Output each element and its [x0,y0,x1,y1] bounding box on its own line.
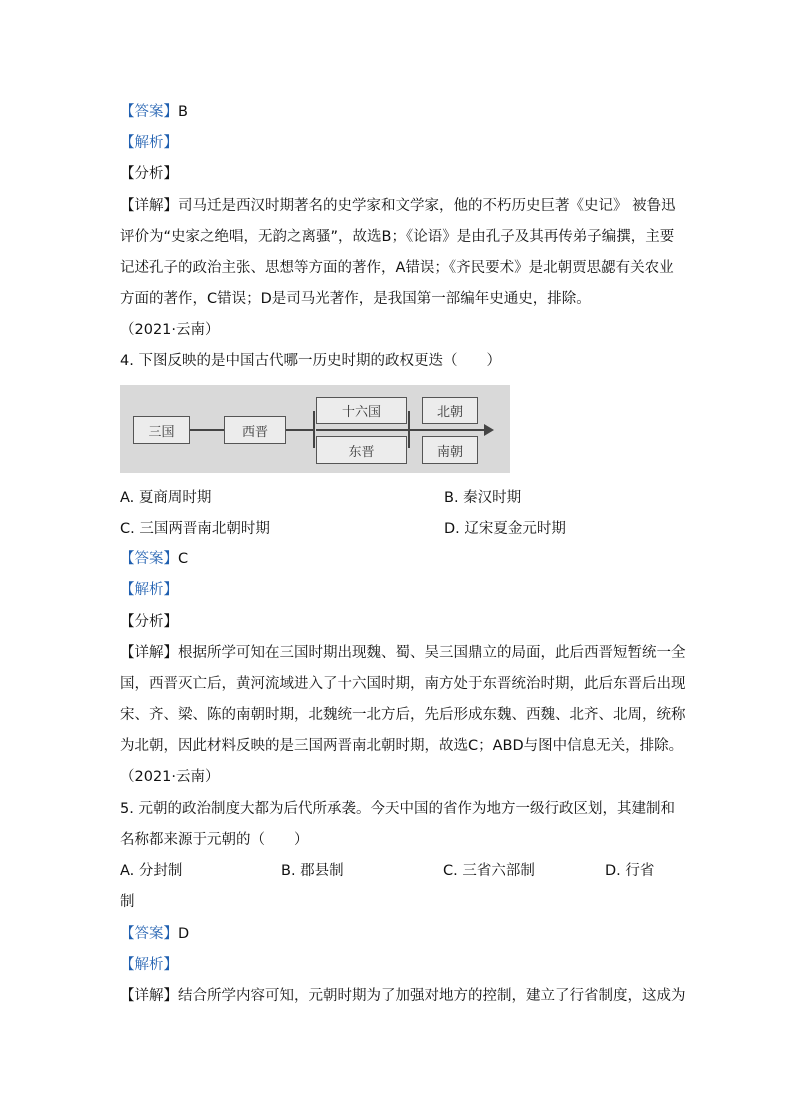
answer-tag: 【答案】 [120,551,178,567]
arrow-1 [190,429,224,431]
q4-analysis-heading [120,580,178,600]
q4-option-c: C. 三国两晋南北朝时期 [120,521,270,537]
answer-value: D [178,926,190,942]
q5-option-d: D. 行省 [605,863,655,879]
detail-text: 司马迁是西汉时期著名的史学家和文学家，他的不朽历史巨著《史记》 被鲁迅 [178,198,676,214]
arrow-2 [286,429,314,431]
dynasty-diagram [120,385,510,473]
split-line-1 [313,411,315,448]
answer-tag: 【答案】 [120,926,178,942]
box-dongjin: 东晋 [316,436,407,464]
answer-value: C [178,551,189,567]
q4-source: （2021·云南） [120,322,220,338]
q4-option-b: B. 秦汉时期 [444,490,522,506]
q5-detail-line-1 [120,986,686,1006]
arrow-4 [408,429,422,431]
arrow-3 [316,429,416,431]
q5-question-line-2: 名称都来源于元朝的（ ） [120,832,309,848]
box-xijin: 西晋 [224,416,286,444]
box-sanguo: 三国 [133,416,190,444]
q4-question: 4. 下图反映的是中国古代哪一历史时期的政权更迭（ ） [120,353,501,369]
q5-source: （2021·云南） [120,769,220,785]
box-nanchao: 南朝 [422,436,478,464]
fenxi-tag: 【分析】 [120,614,178,630]
q4-detail-line-2: 国，西晋灭亡后，黄河流域进入了十六国时期，南方处于东晋统治时期，此后东晋后出现 [120,676,686,692]
answer-tag: 【答案】 [120,104,178,120]
q5-option-a: A. 分封制 [120,863,183,879]
analysis-tag: 【解析】 [120,135,178,151]
q3-analysis-heading [120,133,178,153]
q3-answer [120,102,188,122]
detail-tag: 【详解】 [120,645,178,661]
q5-option-c: C. 三省六部制 [443,863,535,879]
q4-fenxi-heading [120,612,178,632]
arrow-head-icon [484,424,494,436]
analysis-tag: 【解析】 [120,582,178,598]
answer-value: B [178,104,188,120]
analysis-tag: 【解析】 [120,957,178,973]
q5-option-b: B. 郡县制 [281,863,344,879]
q3-fenxi-heading [120,164,178,184]
arrow-5 [422,429,478,431]
detail-tag: 【详解】 [120,988,178,1004]
box-beichao: 北朝 [422,397,478,424]
q3-detail-line-4: 方面的著作，C错误；D是司马光著作，是我国第一部编年史通史，排除。 [120,291,591,307]
q4-option-d: D. 辽宋夏金元时期 [444,521,566,537]
detail-text: 根据所学可知在三国时期出现魏、蜀、吴三国鼎立的局面，此后西晋短暂统一全 [178,645,686,661]
box-shiliuguo: 十六国 [316,397,407,424]
q4-option-a: A. 夏商周时期 [120,490,212,506]
q5-analysis-heading [120,955,178,975]
detail-tag: 【详解】 [120,198,178,214]
detail-text: 结合所学内容可知，元朝时期为了加强对地方的控制，建立了行省制度，这成为 [178,988,686,1004]
q5-answer [120,924,189,944]
q5-option-d-cont: 制 [120,894,135,910]
q4-detail-line-1 [120,643,686,663]
q4-answer [120,549,188,569]
q4-detail-line-4: 为北朝，因此材料反映的是三国两晋南北朝时期，故选C；ABD与图中信息无关，排除。 [120,738,684,754]
q4-detail-line-3: 宋、齐、梁、陈的南朝时期，北魏统一北方后，先后形成东魏、西魏、北齐、北周，统称 [120,707,686,723]
q3-detail-line-3: 记述孔子的政治主张、思想等方面的著作，A错误；《齐民要术》是北朝贾思勰有关农业 [120,260,674,276]
q3-detail-line-2: 评价为“史家之绝唱，无韵之离骚”，故选B；《论语》是由孔子及其再传弟子编撰，主要 [120,229,675,245]
q5-question-line-1: 5. 元朝的政治制度大都为后代所承袭。今天中国的省作为地方一级行政区划，其建制和 [120,801,675,817]
q3-detail-line-1 [120,196,676,216]
fenxi-tag: 【分析】 [120,166,178,182]
